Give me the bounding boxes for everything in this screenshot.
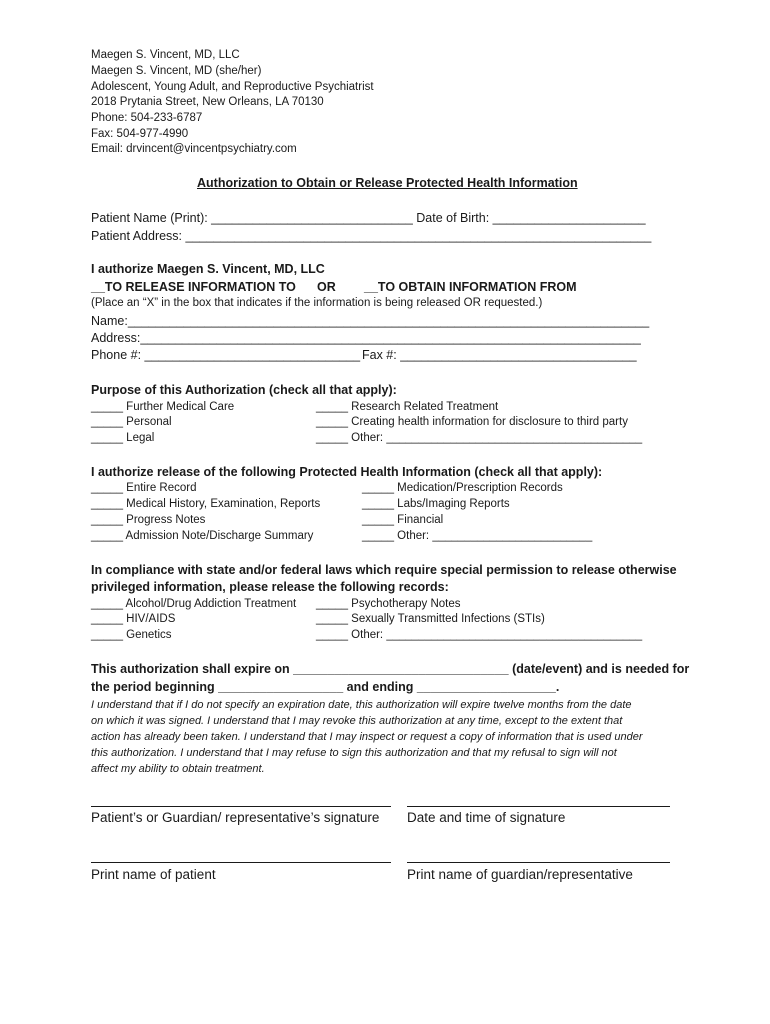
obtain-option[interactable]: __TO OBTAIN INFORMATION FROM [364, 280, 577, 294]
purpose-option-other[interactable]: _____ Other: ________________________________________ [316, 432, 643, 444]
phi-option[interactable]: _____ Financial [362, 514, 444, 526]
special-option[interactable]: _____ Genetics [91, 629, 172, 641]
patient-name-dob-field[interactable]: Patient Name (Print): _____________________________ Date of Birth: ______________________ [91, 211, 646, 225]
doctor-name: Maegen S. Vincent, MD (she/her) [91, 65, 262, 77]
practice-email: Email: drvincent@vincentpsychiatry.com [91, 143, 297, 155]
purpose-option[interactable]: _____ Research Related Treatment [316, 401, 499, 413]
patient-signature-line[interactable] [91, 806, 391, 807]
special-option[interactable]: _____ Alcohol/Drug Addiction Treatment [91, 598, 297, 610]
patient-signature-label: Patient’s or Guardian/ representative’s signature [91, 810, 380, 825]
purpose-option[interactable]: _____ Legal [91, 432, 155, 444]
phi-option[interactable]: _____ Medical History, Examination, Reports [91, 498, 321, 510]
print-guardian-label: Print name of guardian/representative [407, 867, 633, 882]
datetime-signature-line[interactable] [407, 806, 670, 807]
phi-heading: I authorize release of the following Protected Health Information (check all that apply): [91, 465, 603, 479]
release-option[interactable]: __TO RELEASE INFORMATION TO [91, 280, 296, 294]
practice-fax: Fax: 504-977-4990 [91, 128, 189, 140]
special-option[interactable]: _____ HIV/AIDS [91, 613, 176, 625]
phi-option[interactable]: _____ Progress Notes [91, 514, 206, 526]
special-option[interactable]: _____ Sexually Transmitted Infections (STIs) [316, 613, 545, 625]
practice-name: Maegen S. Vincent, MD, LLC [91, 49, 240, 61]
purpose-option[interactable]: _____ Creating health information for disclosure to third party [316, 416, 628, 428]
instruction-note: (Place an “X” in the box that indicates if the information is being released OR requested.) [91, 297, 543, 309]
recipient-name-field[interactable]: Name:___________________________________________________________________________ [91, 314, 650, 328]
special-heading: In compliance with state and/or federal laws which require special permission to release otherwise [91, 563, 677, 577]
doctor-specialty: Adolescent, Young Adult, and Reproductive Psychiatrist [91, 81, 374, 93]
disclaimer-line: I understand that if I do not specify an expiration date, this authorization will expire twelve months from the date [91, 699, 632, 711]
print-guardian-line[interactable] [407, 862, 670, 863]
disclaimer-line: action has already been taken. I understand that I may inspect or request a copy of information that is used under [91, 731, 643, 743]
print-patient-line[interactable] [91, 862, 391, 863]
purpose-option[interactable]: _____ Personal [91, 416, 172, 428]
authorize-heading: I authorize Maegen S. Vincent, MD, LLC [91, 262, 325, 276]
recipient-phone-field[interactable]: Phone #: _______________________________ [91, 348, 361, 362]
phi-option[interactable]: _____ Admission Note/Discharge Summary [91, 530, 314, 542]
disclaimer-line: on which it was signed. I understand that I may revoke this authorization at any time, except to the extent that [91, 715, 623, 727]
form-title: Authorization to Obtain or Release Protected Health Information [197, 176, 578, 190]
practice-phone: Phone: 504-233-6787 [91, 112, 203, 124]
purpose-heading: Purpose of this Authorization (check all that apply): [91, 383, 397, 397]
print-patient-label: Print name of patient [91, 867, 216, 882]
special-option[interactable]: _____ Psychotherapy Notes [316, 598, 461, 610]
phi-option[interactable]: _____ Entire Record [91, 482, 197, 494]
special-heading-cont: privileged information, please release the following records: [91, 580, 449, 594]
expiration-field[interactable]: This authorization shall expire on _______________________________ (date/event) and is needed for [91, 662, 690, 676]
practice-address: 2018 Prytania Street, New Orleans, LA 70130 [91, 96, 324, 108]
phi-option-other[interactable]: _____ Other: _________________________ [362, 530, 593, 542]
disclaimer-line: affect my ability to obtain treatment. [91, 763, 265, 775]
patient-address-field[interactable]: Patient Address: ___________________________________________________________________ [91, 229, 652, 243]
purpose-option[interactable]: _____ Further Medical Care [91, 401, 235, 413]
special-option-other[interactable]: _____ Other: ________________________________________ [316, 629, 643, 641]
phi-option[interactable]: _____ Labs/Imaging Reports [362, 498, 510, 510]
recipient-address-field[interactable]: Address:________________________________________________________________________ [91, 331, 641, 345]
disclaimer-line: this authorization. I understand that I may refuse to sign this authorization and that my refusal to sign will not [91, 747, 617, 759]
or-label: OR [317, 280, 336, 294]
phi-option[interactable]: _____ Medication/Prescription Records [362, 482, 563, 494]
recipient-fax-field[interactable]: Fax #: __________________________________ [362, 348, 637, 362]
datetime-signature-label: Date and time of signature [407, 810, 566, 825]
period-field[interactable]: the period beginning __________________ and ending ____________________. [91, 680, 560, 694]
